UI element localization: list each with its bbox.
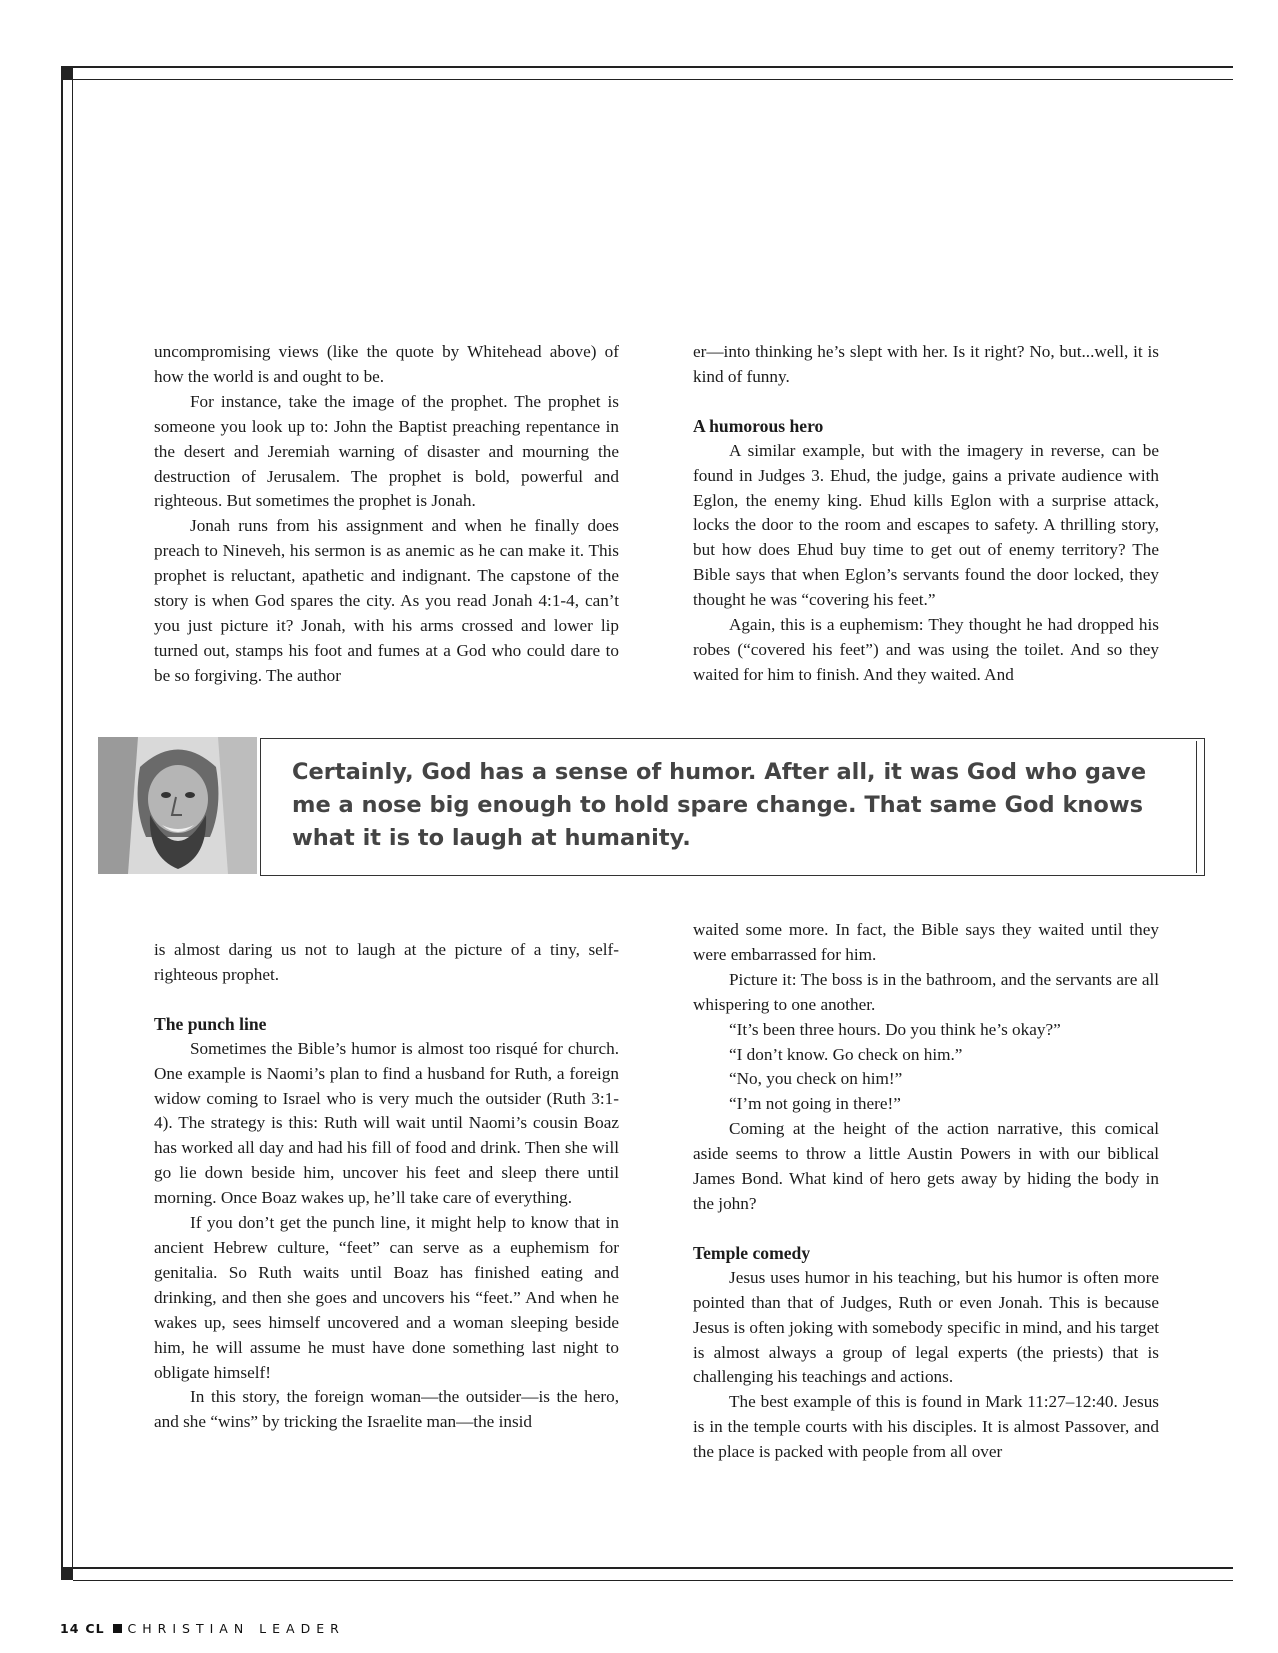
- column-bottom-right: [693, 918, 1159, 1465]
- dialogue-line: “It’s been three hours. Do you think he’s okay?”: [729, 1019, 1061, 1039]
- left-rule-inner: [72, 79, 73, 1568]
- bottom-rule-thin: [73, 1580, 1233, 1581]
- section-heading: A humorous hero: [693, 415, 824, 436]
- top-rule: [61, 66, 1233, 68]
- paragraph: For instance, take the image of the prophet. The prophet is someone you look up to: John the Baptist preaching repentance in the desert and Jeremiah warning of disaster and mourning the destruction of Jerusalem. The prophet is bold, powerful and righteous. But sometimes the prophet is Jonah.: [154, 391, 619, 511]
- column-top-left: [154, 340, 619, 689]
- bottom-rule: [61, 1567, 1233, 1569]
- paragraph: The best example of this is found in Mark 11:27–12:40. Jesus is in the temple courts with his disciples. It is almost Passover, and the place is packed with people from all over: [693, 1392, 1159, 1462]
- column-top-right: [693, 340, 1159, 688]
- paragraph: Jonah runs from his assignment and when he finally does preach to Nineveh, his sermon is as anemic as he can make it. This prophet is reluctant, apathetic and indignant. The capstone of the story is when God spares the city. As you read Jonah 4:1-4, can’t you just picture it? Jonah, with his arms crossed and lower lip turned out, stamps his foot and fumes at a God who could dare to be so forgiving. The author: [154, 516, 619, 685]
- paragraph: Again, this is a euphemism: They thought he had dropped his robes (“covered his feet”) and was using the toilet. And so they waited for him to finish. And they waited. And: [693, 615, 1159, 684]
- paragraph: Jesus uses humor in his teaching, but his humor is often more pointed than that of Judges, Ruth or even Jonah. This is because Jesus is often joking with somebody specific in mind, and his target is almost always a group of legal experts (the priests) that is challenging his teachings and actions.: [693, 1267, 1159, 1387]
- paragraph: uncompromising views (like the quote by Whitehead above) of how the world is and ought to be.: [154, 342, 619, 386]
- page-footer: [60, 1621, 345, 1636]
- magazine-abbreviation: CL: [85, 1621, 105, 1636]
- paragraph: A similar example, but with the imagery in reverse, can be found in Judges 3. Ehud, the judge, gains a private audience with Eglon, the enemy king. Ehud kills Eglon with a surprise attack, locks the door to the room and escapes to safety. A thrilling story, but how does Ehud buy time to get out of enemy territory? The Bible says that when Eglon’s servants found the door locked, they thought he was “covering his feet.”: [693, 440, 1159, 610]
- paragraph: Picture it: The boss is in the bathroom, and the servants are all whispering to one another.: [693, 969, 1159, 1014]
- pull-quote-box-edge: [1196, 741, 1197, 873]
- paragraph: If you don’t get the punch line, it might help to know that in ancient Hebrew culture, “feet” can serve as a euphemism for genitalia. So Ruth waits until Boaz has finished eating and drinking, and then she goes and uncovers his “feet.” And when he wakes up, sees himself uncovered and a woman sleeping beside him, he will assume he must have done something last night to obligate himself!: [154, 1213, 619, 1382]
- magazine-name: CHRISTIAN LEADER: [127, 1621, 345, 1636]
- paragraph: Coming at the height of the action narrative, this comical aside seems to throw a little Austin Powers in with our biblical James Bond. What kind of hero gets away by hiding the body in the john?: [693, 1119, 1159, 1213]
- left-rule: [61, 66, 63, 1568]
- portrait-photo: [98, 737, 257, 874]
- top-rule-thin: [61, 79, 1233, 80]
- bottom-corner-block: [61, 1567, 73, 1580]
- dialogue-line: “I don’t know. Go check on him.”: [729, 1044, 963, 1064]
- square-bullet-icon: [113, 1624, 122, 1633]
- laughing-man-illustration: [98, 737, 257, 874]
- column-bottom-left: [154, 938, 619, 1435]
- page-number: 14: [60, 1621, 80, 1636]
- section-heading: Temple comedy: [693, 1242, 811, 1263]
- paragraph: is almost daring us not to laugh at the picture of a tiny, selfrighteous prophet.: [154, 940, 619, 984]
- pull-quote-text: Certainly, God has a sense of humor. After all, it was God who gave me a nose big enough to hold spare change. That same God knows what it is to laugh at humanity.: [292, 759, 1147, 851]
- paragraph: waited some more. In fact, the Bible says they waited until they were embarrassed for him.: [693, 920, 1159, 964]
- paragraph: Sometimes the Bible’s humor is almost too risqué for church. One example is Naomi’s plan to find a husband for Ruth, a foreign widow coming to Israel who is very much the outsider (Ruth 3:1-4). The strategy is this: Ruth will wait until Naomi’s cousin Boaz has worked all day and had his fill of food and drink. Then she will go lie down beside him, uncover his feet and sleep there until morning. Once Boaz wakes up, he’ll take care of everything.: [154, 1038, 619, 1208]
- paragraph: er—into thinking he’s slept with her. Is it right? No, but...well, it is kind of funny.: [693, 342, 1159, 386]
- section-heading: The punch line: [154, 1013, 267, 1034]
- paragraph: In this story, the foreign woman—the outsider—is the hero, and she “wins” by tricking the Israelite man—the insid: [154, 1387, 619, 1432]
- dialogue-line: “I’m not going in there!”: [729, 1094, 901, 1114]
- dialogue-line: “No, you check on him!”: [729, 1069, 903, 1089]
